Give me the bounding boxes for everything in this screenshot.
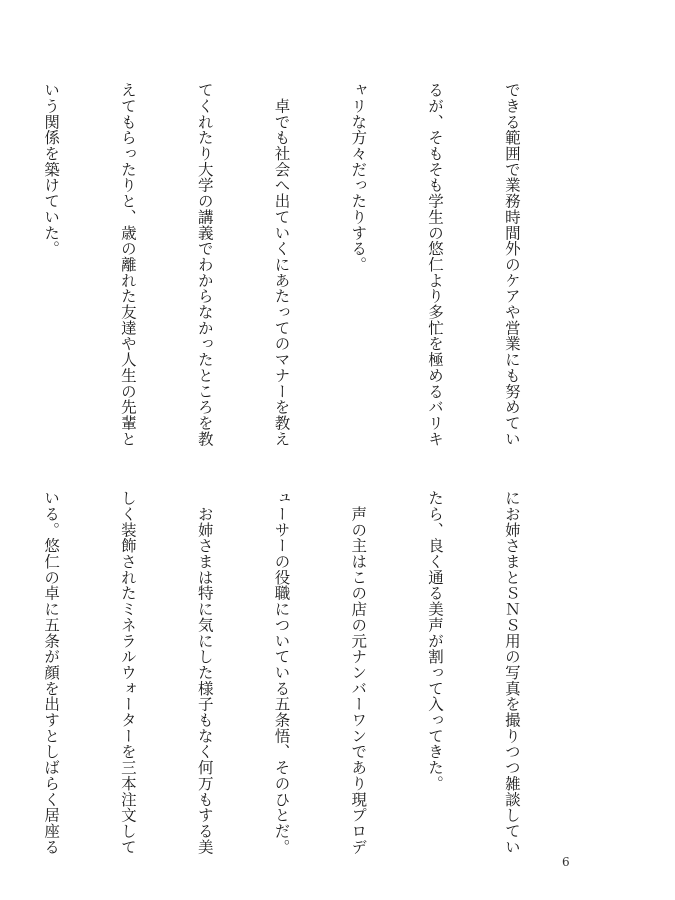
text-line: にお姉さまとＳＮＳ用の写真を撮りつつ雑談してい — [502, 490, 521, 855]
text-line: えてもらったりと、歳の離れた友達や人生の先輩と — [118, 82, 137, 447]
text-line: ューサーの役職についている五条悟、そのひとだ。 — [272, 490, 291, 855]
text-line: 声の主はこの店の元ナンバーワンであり現プロデ — [349, 490, 368, 855]
text-block-upper — [42, 82, 575, 447]
text-line: 卓でも社会へ出ていくにあたってのマナーを教え — [272, 82, 291, 447]
text-line: るが、そもそも学生の悠仁より多忙を極めるバリキ — [426, 82, 445, 447]
text-line: てくれたり大学の講義でわからなかったところを教 — [195, 82, 214, 447]
text-block-lower — [42, 490, 575, 855]
text-line: ャリな方々だったりする。 — [349, 82, 368, 273]
text-line: いる。悠仁の卓に五条が顔を出すとしばらく居座る — [42, 490, 61, 855]
text-line: お姉さまは特に気にした様子もなく何万もする美 — [195, 490, 214, 855]
text-line: できる範囲で業務時間外のケアや営業にも努めてい — [502, 82, 521, 447]
text-line: しく装飾されたミネラルウォーターを三本注文して — [118, 490, 137, 855]
text-line: たら、良く通る美声が割って入ってきた。 — [426, 490, 445, 792]
page-number: 6 — [562, 855, 570, 869]
text-line: いう関係を築けていた。 — [42, 82, 61, 257]
